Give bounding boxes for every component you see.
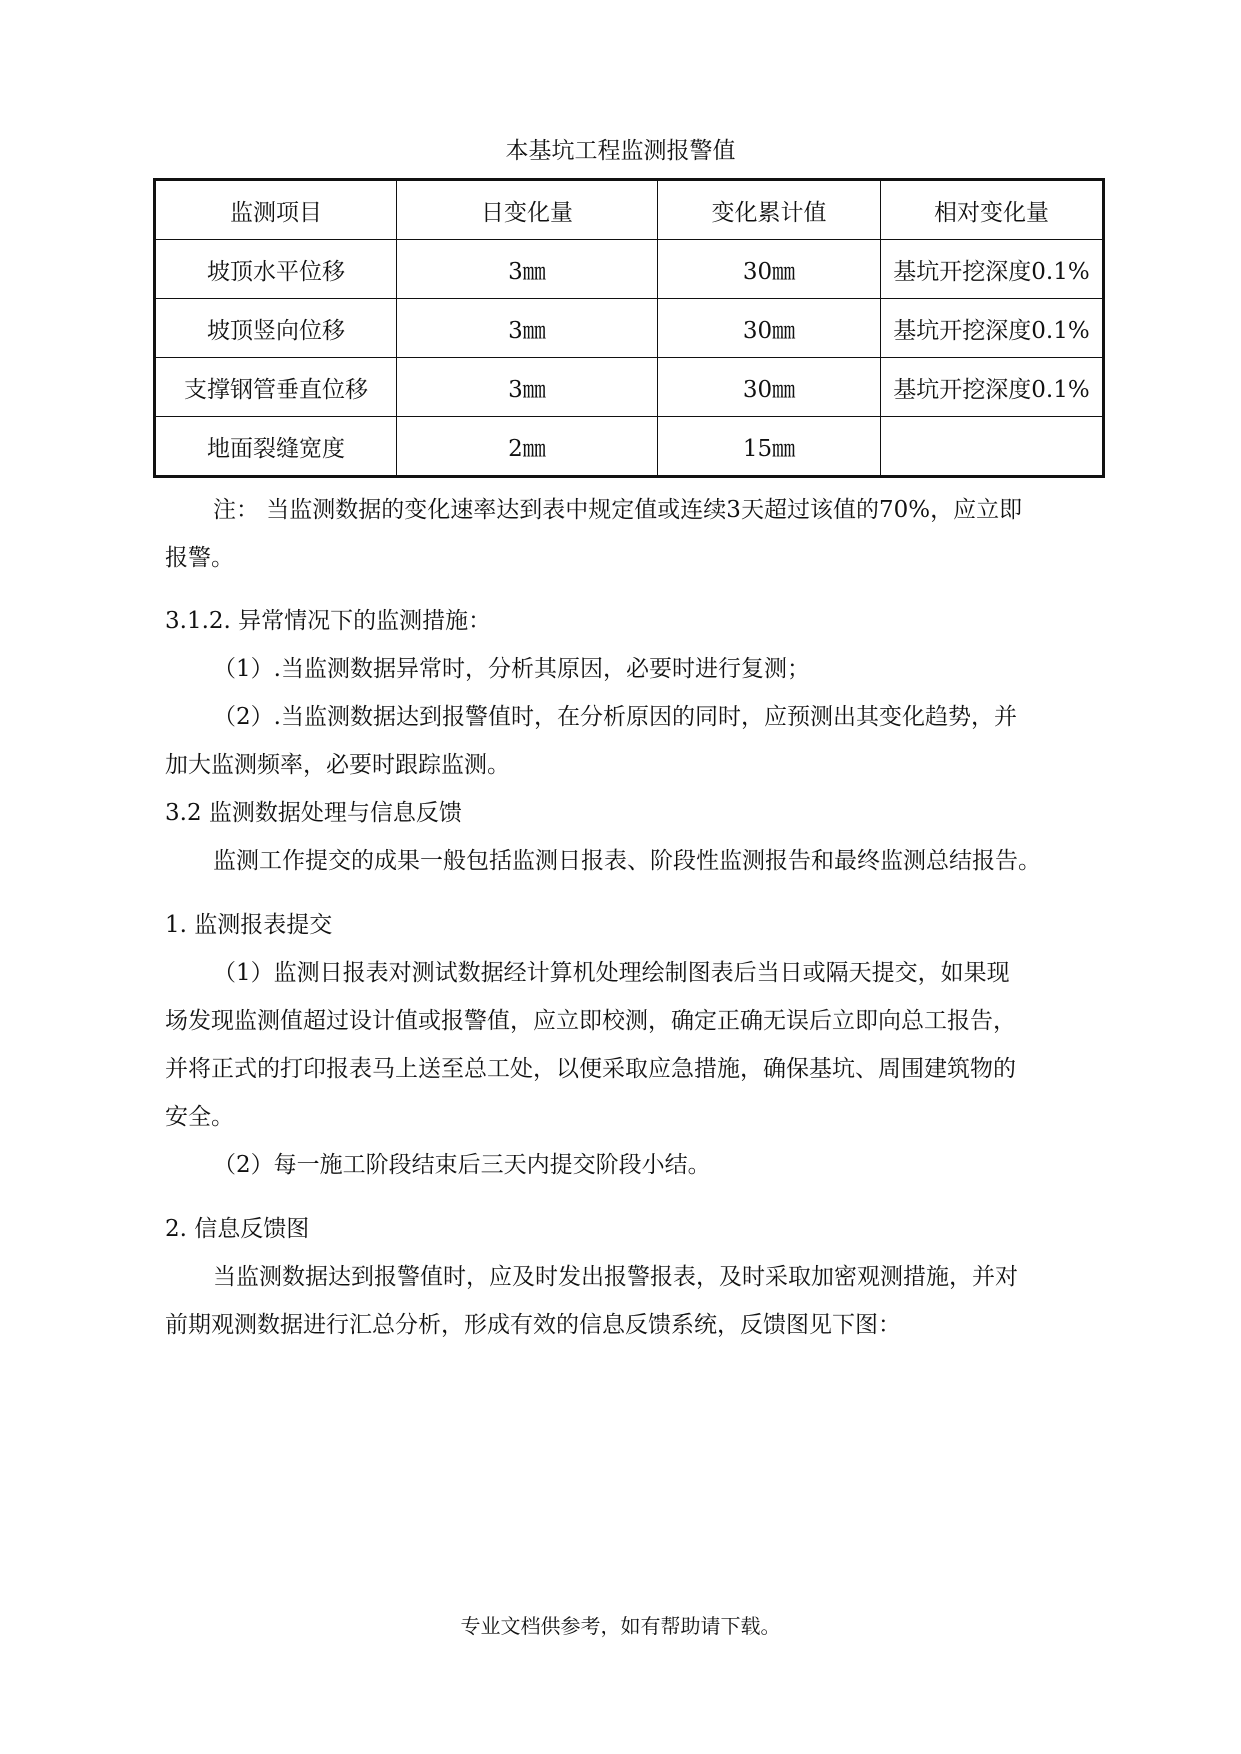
table-cell: 3㎜ [397, 299, 658, 358]
table-row [155, 358, 1104, 417]
table-header-cell: 变化累计值 [658, 180, 881, 240]
table-header-cell: 相对变化量 [881, 180, 1104, 240]
table-cell: 15㎜ [658, 417, 881, 477]
paragraph: 场发现监测值超过设计值或报警值，应立即校测，确定正确无误后立即向总工报告， [165, 1008, 1016, 1034]
table-cell: 基坑开挖深度0.1% [881, 240, 1104, 299]
table-cell: 3㎜ [397, 358, 658, 417]
alarm-value-table [153, 178, 1105, 478]
paragraph: 前期观测数据进行汇总分析，形成有效的信息反馈系统，反馈图见下图： [165, 1312, 901, 1338]
section-heading: 3.2 监测数据处理与信息反馈 [165, 800, 462, 826]
table-cell: 坡顶竖向位移 [155, 299, 397, 358]
note-text: 注： 当监测数据的变化速率达到表中规定值或连续3天超过该值的70%，应立即 [213, 497, 1023, 523]
table-row [155, 240, 1104, 299]
table-cell: 基坑开挖深度0.1% [881, 358, 1104, 417]
note-text: 报警。 [165, 545, 234, 571]
table-cell: 地面裂缝宽度 [155, 417, 397, 477]
table-header-cell: 日变化量 [397, 180, 658, 240]
paragraph: 并将正式的打印报表马上送至总工处，以便采取应急措施，确保基坑、周围建筑物的 [165, 1056, 1016, 1082]
table-cell: 3㎜ [397, 240, 658, 299]
paragraph: 加大监测频率，必要时跟踪监测。 [165, 752, 510, 778]
table-cell: 30㎜ [658, 299, 881, 358]
paragraph: 当监测数据达到报警值时，应及时发出报警报表，及时采取加密观测措施，并对 [213, 1264, 1018, 1290]
table-header-row [155, 180, 1104, 240]
table-cell: 30㎜ [658, 240, 881, 299]
table-title: 本基坑工程监测报警值 [505, 138, 736, 164]
table-cell: 坡顶水平位移 [155, 240, 397, 299]
paragraph: 安全。 [165, 1104, 234, 1130]
table-cell: 2㎜ [397, 417, 658, 477]
section-heading: 1. 监测报表提交 [165, 912, 333, 938]
table-header-cell: 监测项目 [155, 180, 397, 240]
table-cell: 基坑开挖深度0.1% [881, 299, 1104, 358]
paragraph: （2）.当监测数据达到报警值时，在分析原因的同时，应预测出其变化趋势，并 [213, 704, 1017, 730]
paragraph: （2）每一施工阶段结束后三天内提交阶段小结。 [213, 1152, 711, 1178]
table-cell: 支撑钢管垂直位移 [155, 358, 397, 417]
paragraph: （1）.当监测数据异常时，分析其原因，必要时进行复测； [213, 656, 810, 682]
table-row [155, 417, 1104, 477]
section-heading: 3.1.2. 异常情况下的监测措施： [165, 608, 492, 634]
table-row [155, 299, 1104, 358]
paragraph: （1）监测日报表对测试数据经计算机处理绘制图表后当日或隔天提交，如果现 [213, 960, 1010, 986]
paragraph: 监测工作提交的成果一般包括监测日报表、阶段性监测报告和最终监测总结报告。 [213, 848, 1041, 874]
section-heading: 2. 信息反馈图 [165, 1216, 310, 1242]
page-footer: 专业文档供参考，如有帮助请下载。 [460, 1614, 781, 1638]
table-cell [881, 417, 1104, 477]
table-cell: 30㎜ [658, 358, 881, 417]
